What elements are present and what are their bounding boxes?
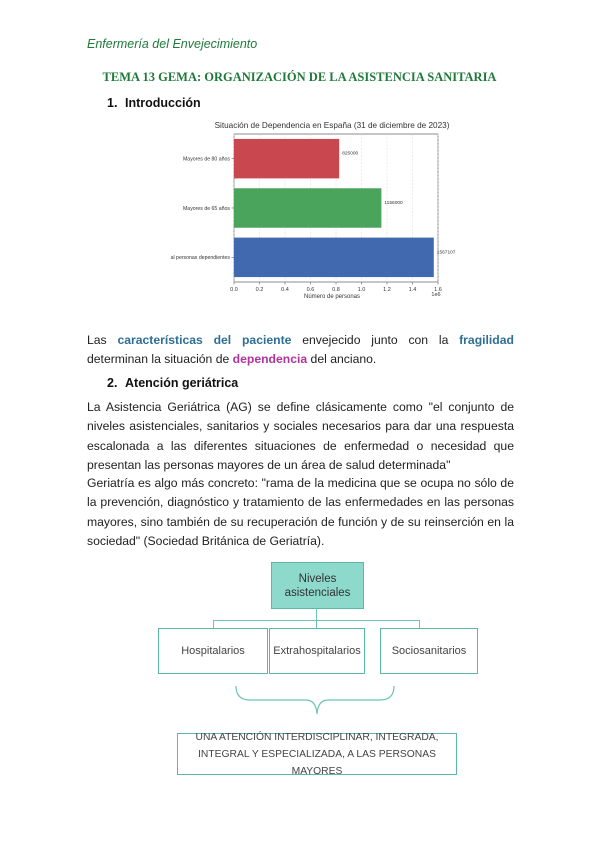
x-tick-label: 0.0 <box>230 287 238 293</box>
diagram-node-label: Extrahospitalarios <box>273 645 361 657</box>
section-number: 1. <box>107 96 118 110</box>
ag-definition-paragraph: La Asistencia Geriátrica (AG) se define clásicamente como "el conjunto de niveles asistenciales, sanitarios y sociales necesarios para dar una respuesta escalonada a las diferentes situaciones de enfermedad o necesidad que presentan las personas mayores de un área de salud determinada" <box>87 400 514 472</box>
diagram-node-label: Hospitalarios <box>181 645 245 657</box>
connector-line <box>213 620 419 621</box>
section-label: Atención geriátrica <box>125 376 239 390</box>
section-heading-atencion-geriatrica <box>107 376 238 390</box>
bar <box>234 139 339 178</box>
bar <box>234 188 381 227</box>
diagram-node-label: Sociosanitarios <box>391 645 467 657</box>
x-tick-label: 0.8 <box>332 287 340 293</box>
category-label: al personas dependientes <box>170 255 230 262</box>
dependency-bar-chart <box>150 112 470 304</box>
diagram-node-extrahospitalarios <box>269 628 365 674</box>
diagram-node-sociosanitarios <box>380 628 478 674</box>
diagram-root-node <box>271 562 364 609</box>
section-heading-introduccion <box>107 96 201 110</box>
keyword-fragilidad: fragilidad <box>459 333 514 347</box>
connector-line <box>316 608 317 628</box>
diagram-result-box <box>177 733 457 775</box>
x-axis-scale-label: 1e6 <box>431 292 441 298</box>
bar-data-label: 1156000 <box>384 201 403 206</box>
text-run: determinan la situación de <box>87 352 233 367</box>
intro-paragraph <box>87 331 514 370</box>
category-label: Mayores de 65 años <box>182 205 230 212</box>
category-label: Mayores de 80 años <box>182 156 230 163</box>
result-line: UNA ATENCIÓN INTERDISCIPLINAR, INTEGRADA, <box>195 731 439 743</box>
diagram-node-hospitalarios <box>158 628 268 674</box>
bar <box>234 238 434 277</box>
result-line: INTEGRAL Y ESPECIALIZADA, A LAS PERSONAS MAYORES <box>198 748 436 777</box>
keyword-dependencia: dependencia <box>232 352 308 367</box>
text-run: envejecido junto con la <box>291 333 460 347</box>
x-axis-label: Número de personas <box>303 294 361 300</box>
running-header: Enfermería del Envejecimiento <box>87 37 258 51</box>
x-tick-label: 0.2 <box>255 287 264 293</box>
section-number: 2. <box>107 376 118 390</box>
chart-title: Situación de Dependencia en España (31 de diciembre de 2023) <box>214 121 450 130</box>
connector-line <box>213 620 214 628</box>
bar-data-label: 1567107 <box>436 250 456 256</box>
geriatria-definition-paragraph: Geriatría es algo más concreto: "rama de la medicina que se ocupa no sólo de la prevención, diagnóstico y tratamiento de las enfermedades en las personas mayores, sino también de su recuperación de función y de su reinserción en la sociedad" (Sociedad Británica de Geriatría). <box>87 476 514 548</box>
x-tick-label: 1.6 <box>434 287 442 293</box>
keyword-caracteristicas: características del paciente <box>117 333 292 347</box>
section-label: Introducción <box>125 96 201 110</box>
x-tick-label: 0.6 <box>306 287 315 293</box>
bar-data-label: 825000 <box>342 151 359 157</box>
diagram-root-label: Niveles asistenciales <box>284 572 351 599</box>
document-title: TEMA 13 GEMA: ORGANIZACIÓN DE LA ASISTENCIA SANITARIA <box>102 70 497 84</box>
connector-line <box>419 620 420 628</box>
x-tick-label: 1.4 <box>408 287 417 293</box>
text-run: del anciano. <box>307 352 377 367</box>
x-tick-label: 1.2 <box>383 287 391 293</box>
curly-brace-icon <box>230 684 400 720</box>
x-tick-label: 1.0 <box>357 287 366 293</box>
x-tick-label: 0.4 <box>281 287 289 293</box>
text-run: Las <box>87 333 118 347</box>
